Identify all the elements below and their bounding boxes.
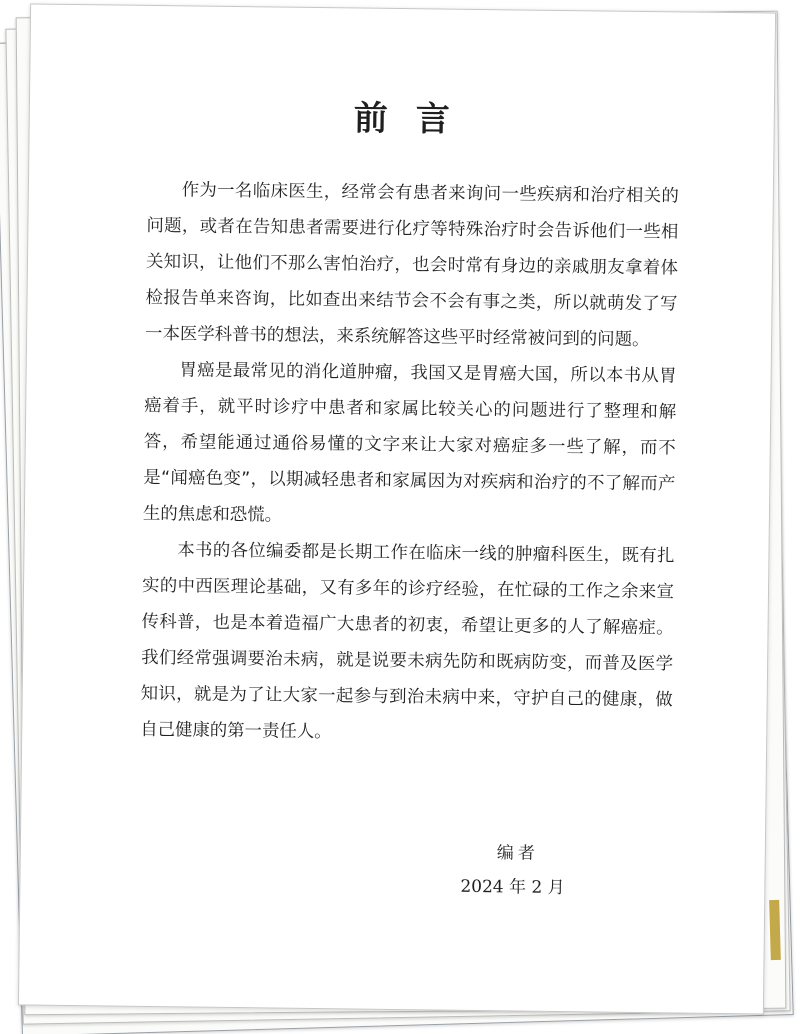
signature-block xyxy=(460,836,641,906)
paragraph: 本书的各位编委都是长期工作在临床一线的肿瘤科医生，既有扎实的中西医理论基础，又有多年的诊疗经验，在忙碌的工作之余来宣传科普，也是本着造福广大患者的初衷，希望让更多的人了解癌症。我们经常强调要治未病，就是说要未病先防和既病防变，而普及医学知识，就是为了让大家一起参与到治未病中来，守护自己的健康，做自己健康的第一责任人。 xyxy=(140,540,675,743)
paragraph: 作为一名临床医生，经常会有患者来询问一些疾病和治疗相关的问题，或者在告知患者需要进行化疗等特殊治疗时会告诉他们一些相关知识，让他们不那么害怕治疗，也会时常有身边的亲戚朋友拿着体检报告单来咨询，比如查出来结节会不会有事之类，所以就萌发了写一本医学科普书的想法，来系统解答这些平时经常被问到的问题。 xyxy=(144,180,679,351)
paragraph: 胃癌是最常见的消化道肿瘤，我国又是胃癌大国，所以本书从胃癌着手，就平时诊疗中患者和家属比较关心的问题进行了整理和解答，希望能通过通俗易懂的文字来让大家对癌症多一些了解，而不是“闻癌色变”，以期减轻患者和家属因为对疾病和治疗的不了解而产生的焦虑和恐慌。 xyxy=(142,360,677,526)
preface-page xyxy=(18,3,776,1014)
author-signature: 编者 xyxy=(496,843,539,864)
underlying-cover-edge xyxy=(769,900,781,960)
page-title: 前言 xyxy=(353,98,479,140)
signature-date: 2024 年 2 月 xyxy=(460,876,565,899)
preface-body xyxy=(140,172,679,754)
